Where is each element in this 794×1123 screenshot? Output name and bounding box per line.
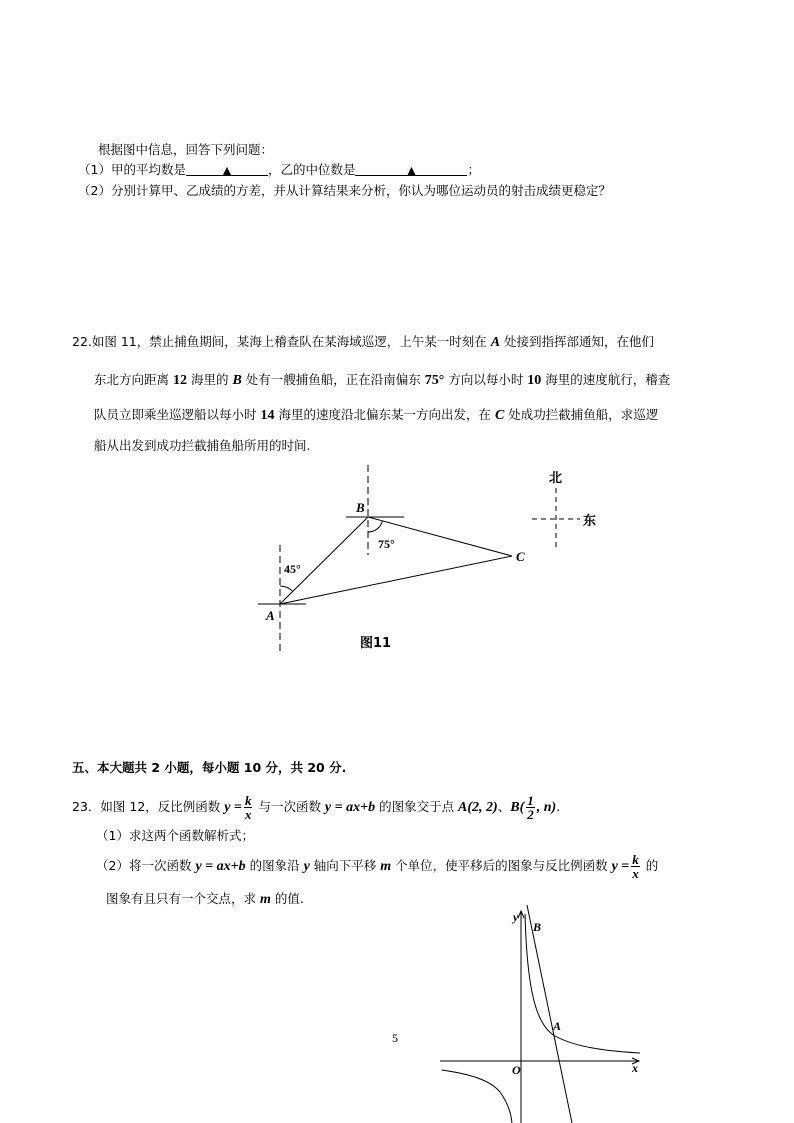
q23-text: 图象有且只有一个交点，求 xyxy=(106,891,260,906)
point-b-ref: B xyxy=(232,373,242,388)
q22-text: 22.如图 11，禁止捕鱼期间，某海上稽查队在某海域巡逻，上午某一时刻在 xyxy=(72,334,491,349)
fraction-numerator: k xyxy=(632,852,639,867)
triangle-mark: ▲ xyxy=(222,164,232,177)
point-a-ref: A xyxy=(490,335,501,350)
graph-label-b: B xyxy=(533,920,542,934)
label-b: B xyxy=(356,500,365,515)
q22-text: 海里的速度沿北偏东某一方向出发，在 xyxy=(274,407,495,422)
angle-label-45: 45° xyxy=(284,562,301,576)
q23-text: 的图象交于点 xyxy=(375,799,459,814)
fraction-numerator: k xyxy=(244,793,252,808)
fraction-numerator: 1 xyxy=(527,793,534,808)
q23-text: 与一次函数 xyxy=(254,799,325,814)
point-b-close: , n) xyxy=(536,800,557,815)
q23-text: 的图象沿 xyxy=(245,858,304,873)
hyperbola-branch-q3 xyxy=(442,1070,512,1123)
point-a-coords: A(2, 2) xyxy=(458,800,498,815)
label-a: A xyxy=(266,608,275,623)
q23-text: 的值. xyxy=(270,891,304,906)
equals-sign: = xyxy=(233,800,242,815)
equals-sign: = xyxy=(621,859,630,874)
triangle-mark: ▲ xyxy=(407,164,416,177)
q23-text: 的 xyxy=(641,858,659,873)
label-c: C xyxy=(516,549,525,564)
q22-line4: 船从出发到成功拦截捕鱼船所用的时间. xyxy=(94,438,311,453)
var-m: m xyxy=(380,859,392,874)
figure-11-caption: 图11 xyxy=(360,636,392,651)
speed-14: 14 xyxy=(260,408,275,423)
fraction-denominator: x xyxy=(632,866,639,881)
fraction-denominator: x xyxy=(244,807,252,822)
hyperbola-branch-q1 xyxy=(525,914,640,1053)
point-c-ref: C xyxy=(494,408,505,423)
q22-text: 东北方向距离 xyxy=(94,372,173,387)
origin-label: O xyxy=(512,1063,521,1077)
q21-part1-text-a: （1）甲的平均数是 xyxy=(78,162,186,177)
page-number: 5 xyxy=(392,1031,398,1045)
var-y: y xyxy=(224,800,231,815)
q21-part1-text-c: ； xyxy=(467,162,480,177)
linear-function: y = ax+b xyxy=(324,800,376,815)
q21-intro: 根据图中信息，回答下列问题： xyxy=(98,142,274,157)
q21-part2: （2）分别计算甲、乙成绩的方差，并从计算结果来分析，你认为哪位运动员的射击成绩更稳定？ xyxy=(78,183,611,198)
linear-function: y = ax+b xyxy=(195,859,246,874)
q22-text: 海里的速度航行，稽查 xyxy=(541,372,671,387)
q23-text: 个单位，使平移后的图象与反比例函数 xyxy=(391,858,612,873)
point-b-open: B( xyxy=(510,800,525,815)
q23-part1: （1）求这两个函数解析式； xyxy=(96,828,254,843)
section-5-heading: 五、本大题共 2 小题，每小题 10 分，共 20 分. xyxy=(72,760,347,775)
angle-label-75: 75° xyxy=(378,537,395,551)
compass-east-label: 东 xyxy=(583,514,597,529)
linear-graph xyxy=(527,905,572,1123)
distance-12: 12 xyxy=(172,373,187,388)
axis-label-x: x xyxy=(632,1061,638,1075)
q21-part1-text-b: ，乙的中位数是 xyxy=(267,162,356,177)
var-m: m xyxy=(259,892,271,907)
angle-75: 75° xyxy=(424,373,445,388)
q22-text: 处接到指挥部通知，在他们 xyxy=(500,334,655,349)
q23-text: 轴向下平移 xyxy=(309,858,381,873)
q22-text: 海里的 xyxy=(186,372,233,387)
q23-text: 、 xyxy=(497,799,511,814)
speed-10: 10 xyxy=(527,373,542,388)
var-y: y xyxy=(303,859,310,874)
var-y: y xyxy=(611,859,618,874)
q22-text: 方向以每小时 xyxy=(444,372,528,387)
axis-label-y: y xyxy=(513,910,519,924)
q22-text: 队员立即乘坐巡逻船以每小时 xyxy=(94,407,261,422)
q23-text: . xyxy=(556,799,561,814)
q23-text: 23．如图 12，反比例函数 xyxy=(72,799,225,814)
q22-text: 处成功拦截捕鱼船，求巡逻 xyxy=(504,407,659,422)
graph-label-a: A xyxy=(553,1019,562,1033)
q22-text: 处有一艘捕鱼船，正在沿南偏东 xyxy=(241,372,425,387)
fraction-denominator: 2 xyxy=(527,807,534,822)
q23-text: （2）将一次函数 xyxy=(96,858,196,873)
compass-north-label: 北 xyxy=(549,471,563,486)
